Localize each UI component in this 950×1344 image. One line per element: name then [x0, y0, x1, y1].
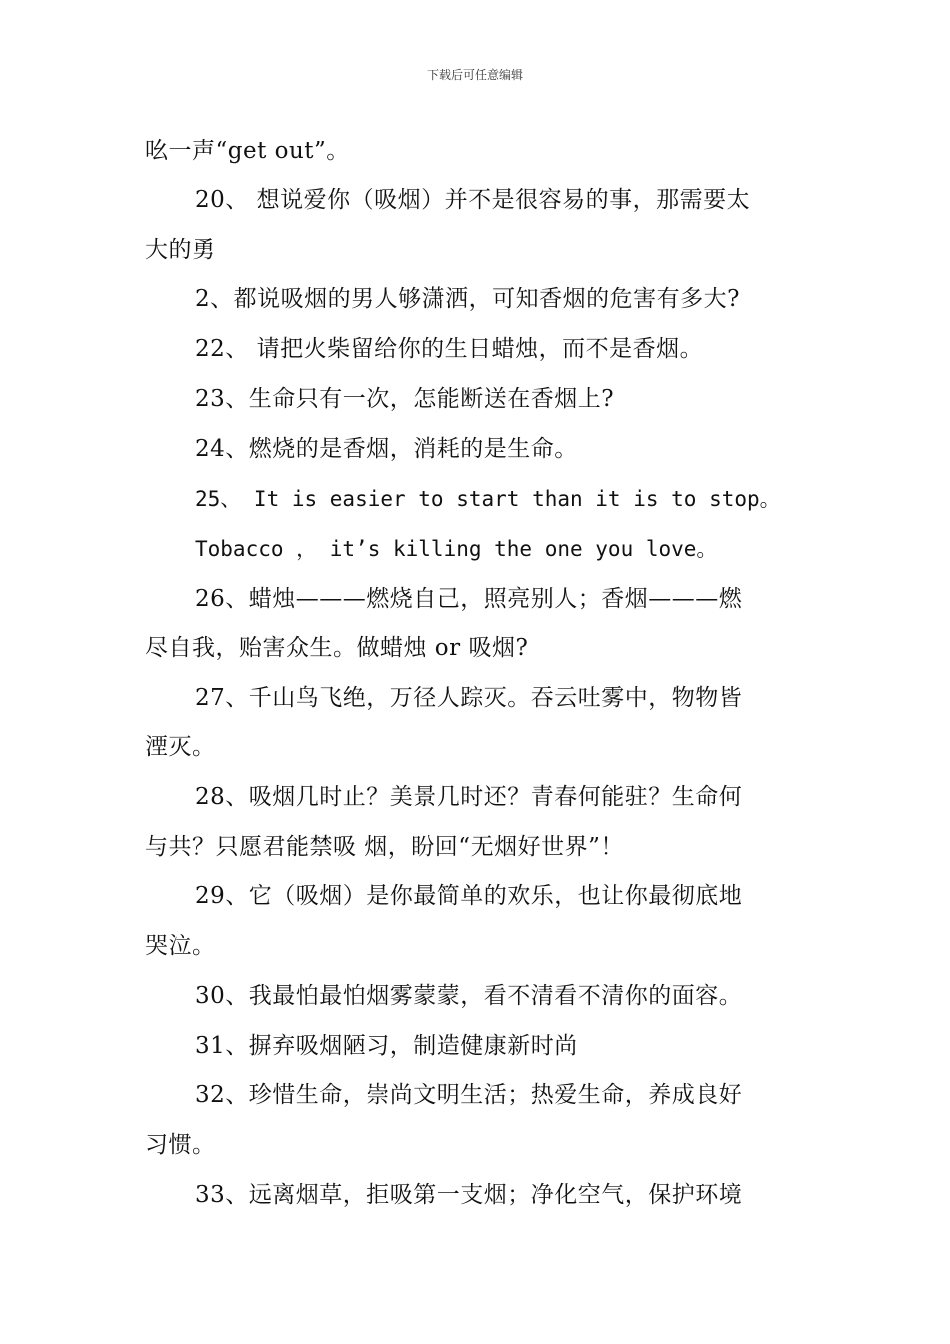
text-line: 30、我最怕最怕烟雾蒙蒙，看不清看不清你的面容。	[195, 983, 743, 1009]
text-line: 与共？只愿君能禁吸 烟，盼回“无烟好世界”！	[145, 834, 624, 860]
text-line: 20、 想说爱你（吸烟）并不是很容易的事，那需要太	[195, 187, 751, 213]
text-line: 32、珍惜生命，崇尚文明生活；热爱生命，养成良好	[195, 1082, 743, 1108]
text-line: 29、它（吸烟）是你最简单的欢乐，也让你最彻底地	[195, 883, 743, 909]
text-line: 25、 It is easier to start than it is to stop。	[195, 487, 781, 511]
text-line: 27、千山鸟飞绝，万径人踪灭。吞云吐雾中，物物皆	[195, 685, 743, 711]
text-line: 习惯。	[145, 1132, 216, 1158]
text-line: 大的勇	[145, 237, 216, 263]
text-line: 23、生命只有一次，怎能断送在香烟上?	[195, 386, 615, 412]
text-line: 2、都说吸烟的男人够潇洒，可知香烟的危害有多大?	[195, 286, 740, 312]
text-line: 24、燃烧的是香烟，消耗的是生命。	[195, 436, 578, 462]
text-line: 26、蜡烛———燃烧自己，照亮别人；香烟———燃	[195, 586, 743, 612]
text-line: 尽自我，贻害众生。做蜡烛 or 吸烟?	[145, 635, 529, 661]
text-line: 湮灭。	[145, 734, 216, 760]
text-line: 吆一声“get out”。	[145, 138, 350, 164]
text-line: 22、 请把火柴留给你的生日蜡烛，而不是香烟。	[195, 336, 704, 362]
text-line: 哭泣。	[145, 933, 216, 959]
text-line: 31、摒弃吸烟陋习，制造健康新时尚	[195, 1033, 578, 1059]
text-line: 28、吸烟几时止？美景几时还？青春何能驻？生命何	[195, 784, 743, 810]
text-line: 33、远离烟草，拒吸第一支烟；净化空气，保护环境	[195, 1182, 743, 1208]
text-line: Tobacco ， it’s killing the one you love。	[195, 537, 718, 561]
page-header: 下载后可任意编辑	[426, 68, 523, 82]
